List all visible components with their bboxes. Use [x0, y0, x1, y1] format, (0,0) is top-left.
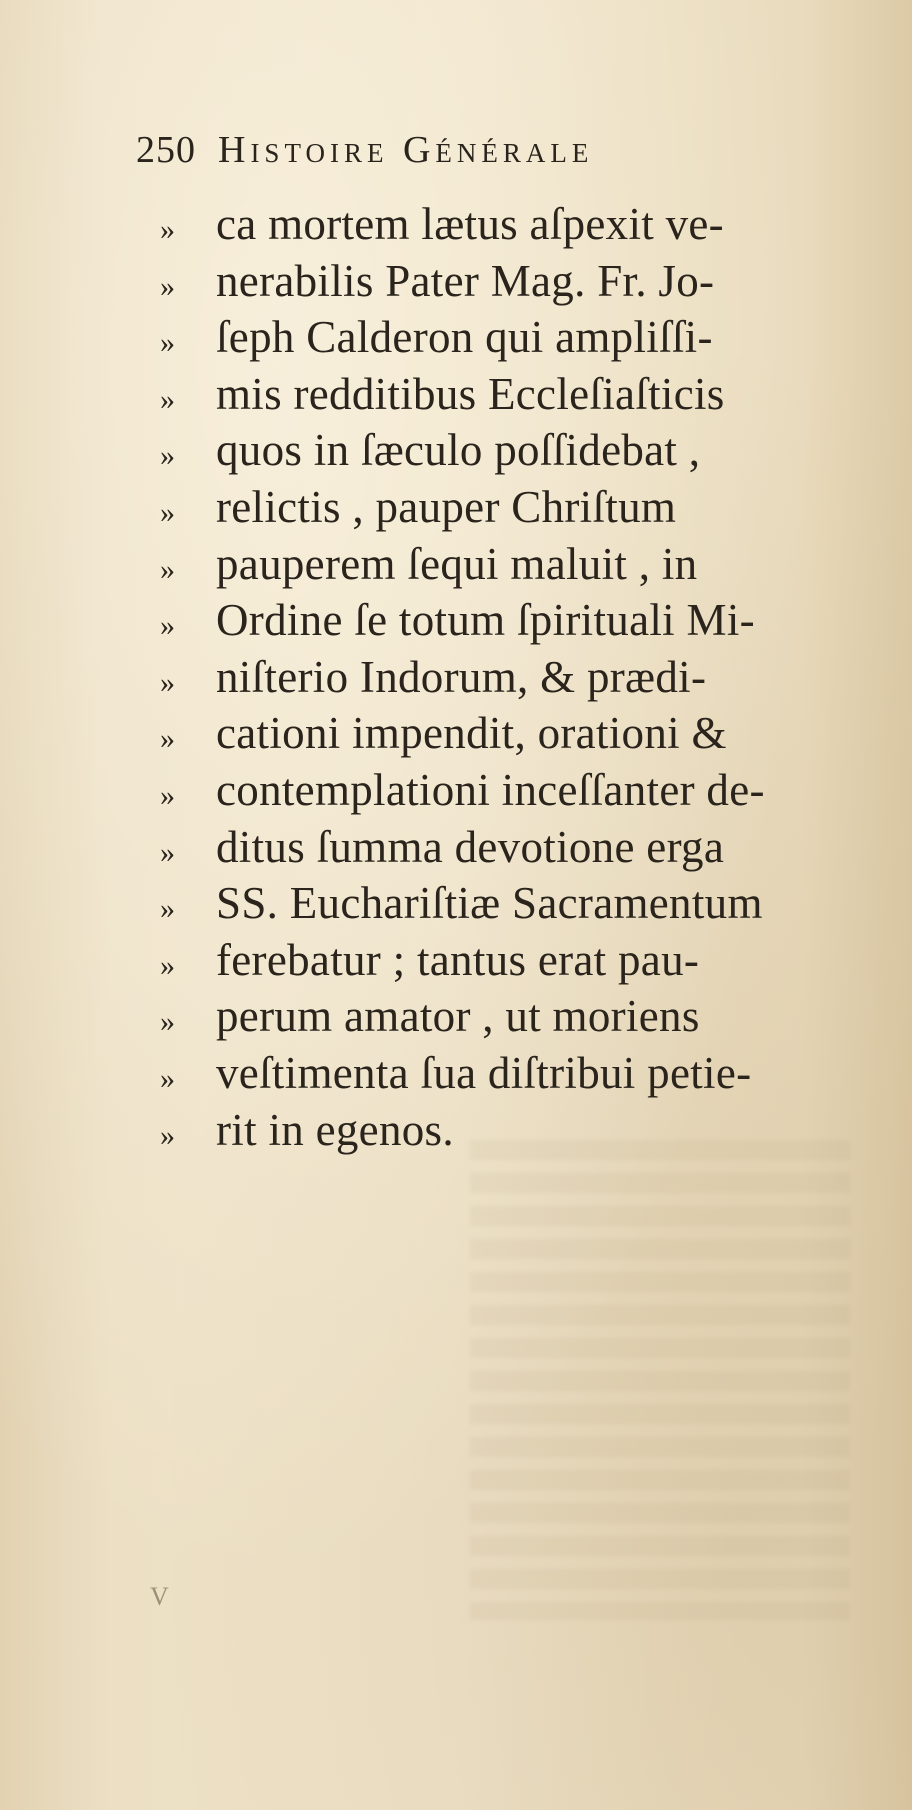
text-line [160, 705, 860, 762]
text-line [160, 875, 860, 932]
text-line [160, 592, 860, 649]
line-text: ca mortem lætus aſpexit ve- [216, 199, 724, 249]
text-line [160, 309, 860, 366]
page-number: 250 [136, 129, 196, 171]
quote-mark: » [160, 892, 175, 926]
quote-mark: » [160, 1061, 175, 1095]
text-line [160, 536, 860, 593]
line-text: niſterio Indorum, & prædi- [216, 651, 707, 702]
text-line [160, 762, 860, 819]
text-line [160, 196, 860, 253]
line-text: ditus ſumma devotione erga [216, 821, 725, 872]
body-text [160, 196, 860, 1158]
text-line [160, 479, 860, 536]
page-header [136, 128, 593, 184]
text-line [160, 649, 860, 706]
quote-mark: » [160, 326, 175, 360]
quote-mark: » [160, 722, 175, 756]
bleed-through-texture [470, 1140, 850, 1620]
line-text: ferebatur ; tantus erat pau- [216, 934, 700, 985]
quote-mark: » [160, 495, 175, 529]
line-text: nerabilis Pater Mag. Fr. Jo- [216, 255, 715, 306]
line-text: mis redditibus Eccleſiaſticis [216, 368, 725, 419]
text-line [160, 422, 860, 479]
quote-mark: » [160, 213, 175, 246]
quote-mark: » [160, 665, 175, 699]
line-text: ſeph Calderon qui ampliſſi- [216, 312, 713, 363]
quote-mark: » [160, 269, 175, 303]
quote-mark: » [160, 1118, 175, 1152]
text-line [160, 819, 860, 876]
text-line [160, 1045, 860, 1102]
line-text: cationi impendit, orationi & [216, 708, 727, 759]
line-text: rit in egenos. [216, 1104, 454, 1155]
line-text: Ordine ſe totum ſpirituali Mi- [216, 595, 755, 646]
quote-mark: » [160, 778, 175, 812]
quote-mark: » [160, 1005, 175, 1039]
quote-mark: » [160, 382, 175, 416]
text-line [160, 1102, 860, 1159]
line-text: relictis , pauper Chriſtum [216, 481, 677, 532]
line-text: veſtimenta ſua diſtribui petie- [216, 1047, 752, 1098]
quote-mark: » [160, 835, 175, 869]
line-text: SS. Euchariſtiæ Sacramentum [216, 878, 763, 929]
text-line [160, 366, 860, 423]
line-text: perum amator , ut moriens [216, 991, 700, 1042]
line-text: pauperem ſequi maluit , in [216, 538, 698, 589]
signature-mark: V [150, 1582, 175, 1611]
text-line [160, 988, 860, 1045]
quote-mark: » [160, 948, 175, 982]
quote-mark: » [160, 552, 175, 586]
text-line [160, 932, 860, 989]
quote-mark: » [160, 609, 175, 643]
running-title: Histoire Générale [218, 129, 594, 171]
line-text: contemplationi inceſſanter de- [216, 764, 765, 815]
line-text: quos in ſæculo poſſidebat , [216, 425, 701, 476]
quote-mark: » [160, 439, 175, 473]
text-line [160, 253, 860, 310]
